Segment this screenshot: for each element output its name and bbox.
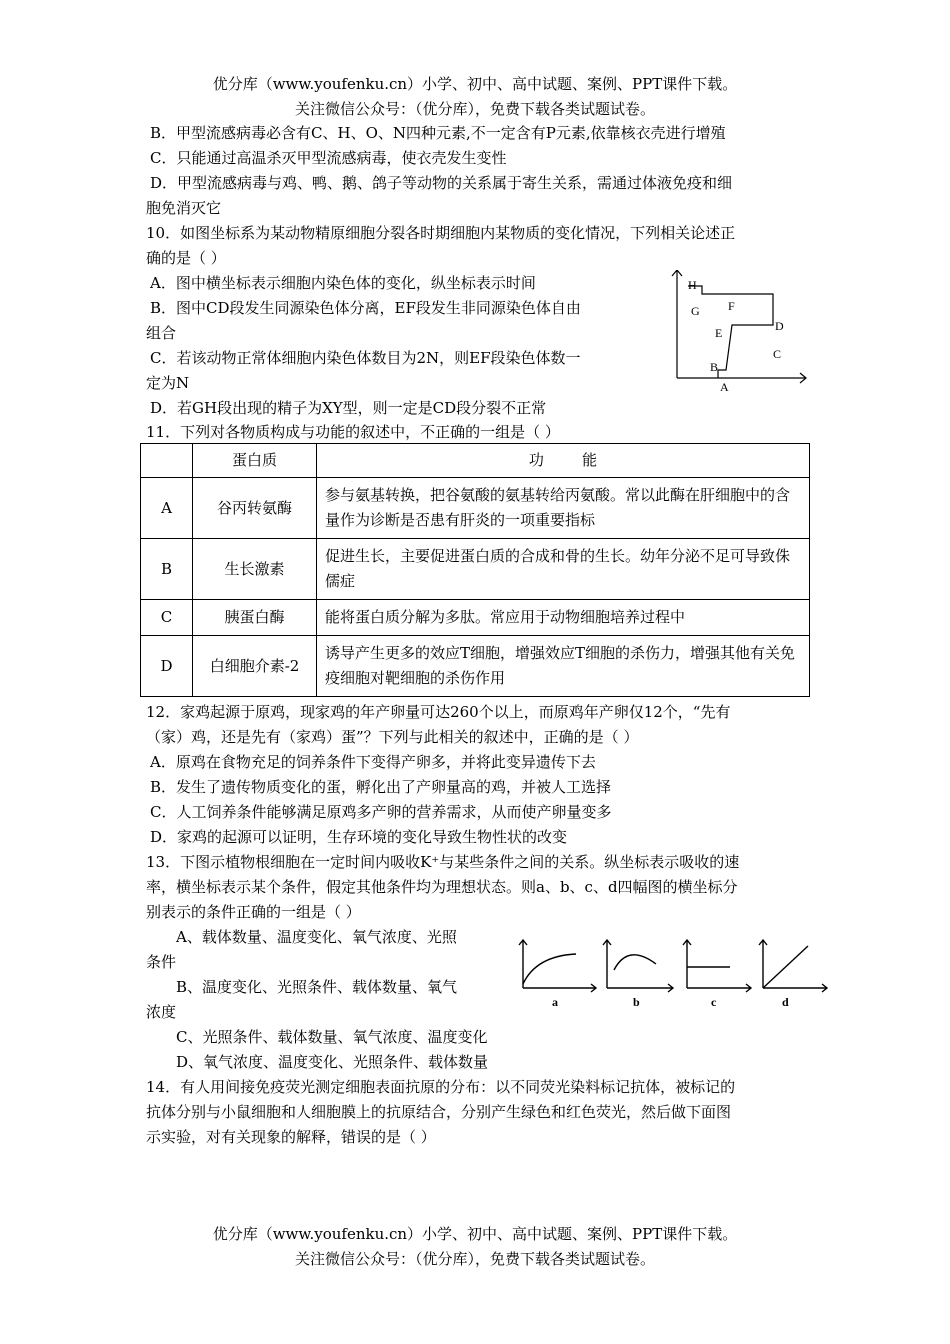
q10-point-a: A — [720, 380, 729, 394]
table-cell-label: B — [141, 539, 193, 600]
q10-option-c-line1: C．若该动物正常体细胞内染色体数目为2N，则EF段染色体数一 — [150, 349, 581, 367]
q12-stem-line1: 12．家鸡起源于原鸡，现家鸡的年产卵量可达260个以上，而原鸡年产卵仅12个，“先有 — [146, 703, 731, 721]
q13-label-a: a — [552, 995, 558, 1009]
q12-stem-line2: （家）鸡，还是先有（家鸡）蛋”？下列与此相关的叙述中，正确的是（ ） — [146, 728, 639, 746]
q13-label-c: c — [711, 995, 717, 1009]
q13-option-c: C、光照条件、载体数量、氧气浓度、温度变化 — [176, 1028, 488, 1046]
table-header-cell: 功 能 — [317, 444, 810, 478]
table-header-row — [141, 444, 810, 478]
table-row — [141, 539, 810, 600]
table-cell-protein: 白细胞介素-2 — [193, 636, 317, 697]
q13-graphs — [518, 938, 830, 1010]
table-cell-protein: 生长激素 — [193, 539, 317, 600]
q13-graph-c — [683, 940, 751, 1009]
header-line-1: 优分库（www.youfenku.cn）小学、初中、高中试题、案例、PPT课件下载。 — [212, 75, 738, 93]
table-row — [141, 478, 810, 539]
q12-option-c: C．人工饲养条件能够满足原鸡多产卵的营养需求，从而使产卵量变多 — [150, 803, 612, 821]
q13-option-d: D、氧气浓度、温度变化、光照条件、载体数量 — [176, 1053, 489, 1071]
q10-step-graph — [668, 270, 810, 398]
table-row — [141, 600, 810, 636]
table-cell-protein: 胰蛋白酶 — [193, 600, 317, 636]
q9-option-d-line2: 胞免消灭它 — [146, 199, 222, 217]
q9-option-b: B．甲型流感病毒必含有C、H、O、N四种元素,不一定含有P元素,依靠核衣壳进行增殖 — [150, 124, 726, 142]
q13-option-a-line1: A、载体数量、温度变化、氧气浓度、光照 — [176, 928, 457, 946]
q10-stem-line1: 10．如图坐标系为某动物精原细胞分裂各时期细胞内某物质的变化情况，下列相关论述正 — [146, 224, 736, 242]
footer-line-1: 优分库（www.youfenku.cn）小学、初中、高中试题、案例、PPT课件下载。 — [212, 1225, 738, 1243]
footer-line-2: 关注微信公众号：（优分库），免费下载各类试题试卷。 — [294, 1250, 655, 1268]
q9-option-c: C．只能通过高温杀灭甲型流感病毒，使衣壳发生变性 — [150, 149, 507, 167]
q10-point-f: F — [728, 299, 735, 313]
q10-option-b-line2: 组合 — [146, 324, 177, 342]
table-cell-label: D — [141, 636, 193, 697]
q10-point-h: H — [688, 278, 697, 292]
q13-option-b-line1: B、温度变化、光照条件、载体数量、氧气 — [176, 978, 458, 996]
q13-graph-a — [519, 940, 596, 1009]
q10-point-b: B — [710, 360, 719, 374]
q12-option-a: A．原鸡在食物充足的饲养条件下变得产卵多，并将此变异遗传下去 — [150, 753, 596, 771]
table-cell-function: 能将蛋白质分解为多肽。常应用于动物细胞培养过程中 — [317, 600, 810, 636]
q13-curve-a — [523, 954, 576, 984]
q10-stem-line2: 确的是（ ） — [146, 249, 226, 267]
q10-point-d: D — [775, 319, 784, 333]
q10-option-a: A．图中横坐标表示细胞内染色体的变化，纵坐标表示时间 — [150, 274, 536, 292]
q13-stem-line3: 别表示的条件正确的一组是（ ） — [146, 903, 361, 921]
header-line-2: 关注微信公众号：（优分库），免费下载各类试题试卷。 — [294, 100, 655, 118]
table-cell-label: A — [141, 478, 193, 539]
q14-stem-line3: 示实验，对有关现象的解释，错误的是（ ） — [146, 1128, 436, 1146]
q9-option-d-line1: D．甲型流感病毒与鸡、鸭、鹅、鸽子等动物的关系属于寄生关系，需通过体液免疫和细 — [150, 174, 733, 192]
q13-graph-b — [603, 940, 673, 1009]
q13-option-a-line2: 条件 — [146, 953, 177, 971]
q13-curve-b — [614, 955, 656, 970]
q10-point-e: E — [715, 326, 723, 340]
q12-option-d: D．家鸡的起源可以证明，生存环境的变化导致生物性状的改变 — [150, 828, 568, 846]
q13-label-d: d — [782, 995, 789, 1009]
q11-protein-table — [140, 443, 810, 697]
table-header-cell: 蛋白质 — [193, 444, 317, 478]
table-row — [141, 636, 810, 697]
q14-stem-line1: 14．有人用间接免疫荧光测定细胞表面抗原的分布：以不同荧光染料标记抗体，被标记的 — [146, 1078, 736, 1096]
q14-stem-line2: 抗体分别与小鼠细胞和人细胞膜上的抗原结合，分别产生绿色和红色荧光，然后做下面图 — [146, 1103, 732, 1121]
q13-stem-line1: 13．下图示植物根细胞在一定时间内吸收K⁺与某些条件之间的关系。纵坐标表示吸收的速 — [146, 853, 740, 871]
q10-option-b-line1: B．图中CD段发生同源染色体分离，EF段发生非同源染色体自由 — [150, 299, 581, 317]
q10-option-d: D．若GH段出现的精子为XY型，则一定是CD段分裂不正常 — [150, 399, 547, 417]
q12-option-b: B．发生了遗传物质变化的蛋，孵化出了产卵量高的鸡，并被人工选择 — [150, 778, 612, 796]
q10-option-c-line2: 定为N — [146, 374, 190, 392]
q13-label-b: b — [633, 995, 640, 1009]
q11-stem: 11．下列对各物质构成与功能的叙述中，不正确的一组是（ ） — [146, 423, 560, 441]
q10-point-g: G — [691, 304, 700, 318]
q13-option-b-line2: 浓度 — [146, 1003, 177, 1021]
table-cell-function: 促进生长，主要促进蛋白质的合成和骨的生长。幼年分泌不足可导致侏儒症 — [317, 539, 810, 600]
table-cell-function: 诱导产生更多的效应T细胞，增强效应T细胞的杀伤力，增强其他有关免疫细胞对靶细胞的杀伤作用 — [317, 636, 810, 697]
table-header-cell — [141, 444, 193, 478]
q10-point-c: C — [773, 347, 782, 361]
q13-curve-d — [763, 946, 808, 988]
table-cell-label: C — [141, 600, 193, 636]
table-cell-function: 参与氨基转换，把谷氨酸的氨基转给丙氨酸。常以此酶在肝细胞中的含量作为诊断是否患有肝炎的一项重要指标 — [317, 478, 810, 539]
q13-graph-d — [759, 940, 827, 1009]
table-cell-protein: 谷丙转氨酶 — [193, 478, 317, 539]
q13-stem-line2: 率，横坐标表示某个条件，假定其他条件均为理想状态。则a、b、c、d四幅图的横坐标分 — [146, 878, 738, 896]
